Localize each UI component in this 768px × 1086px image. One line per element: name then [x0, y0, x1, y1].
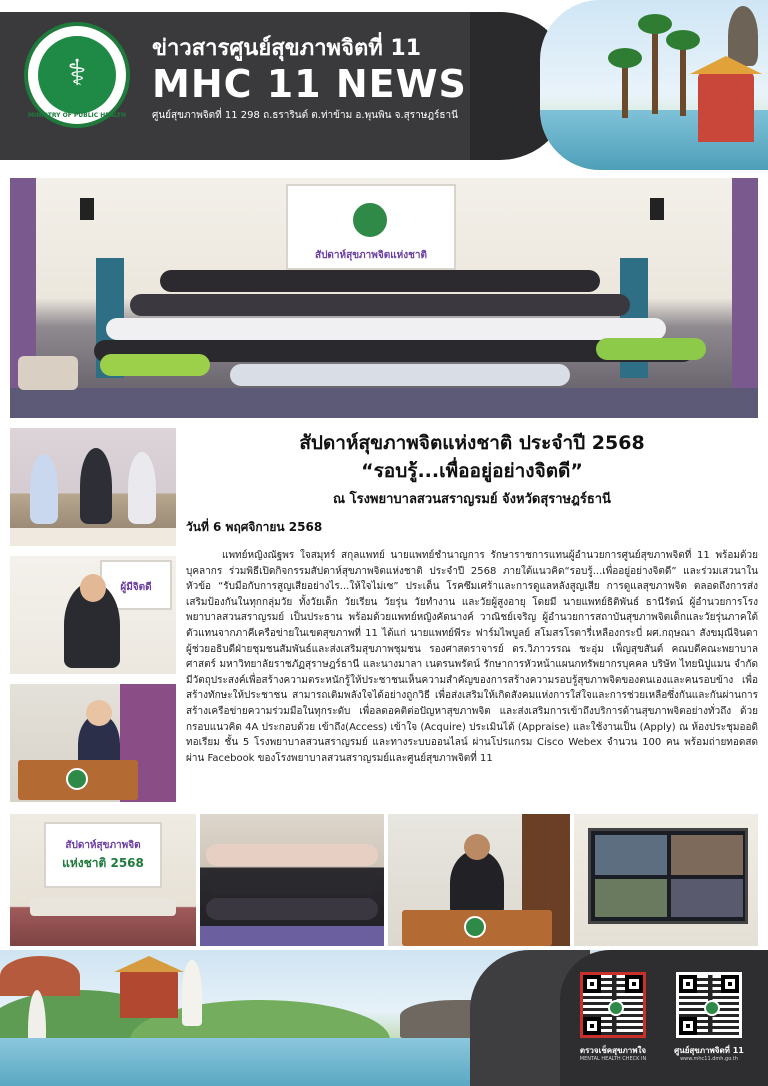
qr-logo	[608, 1000, 624, 1016]
ministry-logo	[24, 22, 130, 128]
podium-logo	[464, 916, 486, 938]
palm-tree	[680, 40, 686, 116]
screen-year: แห่งชาติ 2568	[62, 856, 144, 870]
bottom-photo-stage	[10, 814, 196, 946]
speaker-head	[86, 700, 112, 726]
stage-curtain-right	[732, 178, 758, 418]
caduceus-icon: ⚕	[67, 53, 87, 94]
qr-finder	[679, 1017, 697, 1035]
crowd-green-uniforms	[596, 338, 706, 360]
podium-logo	[66, 768, 88, 790]
podium	[402, 910, 552, 946]
bottom-photo-online	[574, 814, 758, 946]
side-photo-panel	[10, 428, 176, 546]
qr-finder	[721, 975, 739, 993]
palm-tree	[652, 24, 658, 114]
crowd-row	[206, 898, 378, 920]
palm-leaves	[608, 48, 642, 68]
side-photo-opening-speech	[10, 684, 176, 802]
qr-finder	[583, 1017, 601, 1035]
side-photo-speaker	[10, 556, 176, 674]
hero-group-photo	[10, 178, 758, 418]
palm-leaves	[666, 30, 700, 50]
video-conference-screen	[588, 828, 748, 924]
stage-floor	[10, 528, 176, 546]
crowd-row-uniforms	[106, 318, 666, 340]
crowd-row	[130, 294, 630, 316]
panel-speaker	[80, 448, 112, 524]
video-tile	[671, 879, 743, 917]
crowd-row-back	[160, 270, 600, 292]
panel-speaker	[128, 452, 156, 524]
article-date: วันที่ 6 พฤศจิกายน 2568	[186, 520, 323, 534]
video-tile	[595, 835, 667, 875]
qr2-label: ศูนย์สุขภาพจิตที่ 11	[674, 1046, 744, 1055]
speaker	[650, 198, 664, 220]
qr-finder	[625, 975, 643, 993]
qr-finder	[679, 975, 697, 993]
speaker	[80, 198, 94, 220]
qr-finder	[583, 975, 601, 993]
qr1-sublabel: MENTAL HEALTH CHECK IN	[579, 1056, 647, 1062]
logo-ring-text: MINISTRY OF PUBLIC HEALTH	[28, 112, 126, 119]
video-tile	[671, 835, 743, 875]
panel-speaker	[30, 454, 58, 524]
article-theme: “รอบรู้...เพื่ออยู่อย่างจิตดี”	[361, 460, 583, 482]
palm-leaves	[638, 14, 672, 34]
article-venue: ณ โรงพยาบาลสวนสราญรมย์ จังหวัดสุราษฎร์ธานี	[333, 492, 611, 507]
crowd-front-row	[230, 364, 570, 386]
qr-logo	[704, 1000, 720, 1016]
header-scenery	[540, 0, 768, 170]
qr2-sublabel: www.mhc11.dmh.go.th	[680, 1056, 738, 1062]
panel-table	[30, 898, 176, 916]
sofa	[18, 356, 78, 390]
article-body: แพทย์หญิงณัฐพร ใจสมุทร์ สกุลแพทย์ นายแพทย์ชำนาญการ รักษาราชการแทนผู้อำนวยการศูนย์สุขภาพจิตที่ 11 พร้อมด้วยบุคลากร ร่วมพิธีเปิดกิจกรรมสัปดาห์สุขภาพจิตแห่งชาติ ประจำปี 2568 ภายใต้แนวคิด“รอบรู้...เพื่ออยู่อย่างจิตดี” และร่วมเสวนาในหัวข้อ “รับมือกับการสูญเสียอย่างไร...ให้ใจไม่เซ” ประเด็น โรคซึมเศร้าและการดูแลหลังสูญเสีย การดูแลสุขภาพจิต ตลอดถึงการส่งเสริมป้องกันในทุกกลุ่มวัย ทั้งวัยเด็ก วัยเรียน วัยรุ่น วัยทำงาน และวัยผู้สูงอายุ โดยมี นายแพทย์ธิติพันธ์ ธานีรัตน์ ผู้อำนวยการโรงพยาบาลสวนสราญรมย์ เป็นประธาน พร้อมด้วยแพทย์หญิงคัดนางค์ วาณิชย์เจริญ ผู้อำนวยการสถาบันสุขภาพจิตเด็กและวัยรุ่นภาคใต้ ตัวแทนจากภาคีเครือข่ายในเขตสุขภาพที่ 11 ได้แก่ นายแพทย์พีระ ฟาร์มไพบูลย์ สโมสรโรตารี่เหลืองกระบี่ ผศ.กฤษณา สังขมุณีจินดา ผู้ช่วยอธิบดีฝ่ายชุมชนสัมพันธ์และส่งเสริมสุขภาพชุมชน รองศาสตราจารย์ ดร.วิภาวรรณ ชะอุ่ม เพ็ญสุขสันต์ คณบดีคณะพยาบาลศาสตร์ มหาวิทยาลัยราชภัฏสุราษฎร์ธานี และนางมาลา เนตรนพรัตน์ รักษาการหัวหน้าแผนกทรัพยากรบุคคล บริษัท ไทยนิปูแมน จำกัด มีวัตถุประสงค์เพื่อสร้างความตระหนักรู้ให้ประชาชนเห็นความสำคัญของการสร้างความรอบรู้สุขภาพจิตของตนเองและคนรอบข้าง เพื่อสร้างทักษะให้ประชาชน สามารถเติมพลังใจได้อย่างถูกวิธี เพื่อส่งเสริมให้เกิดสังคมแห่งการใส่ใจและการช่วยเหลือซึ่งกันและกันผ่านการสร้างเครือข่ายความร่วมมือในทุกระดับ เพื่อลดอคติต่อปัญหาสุขภาพจิต และส่งเสริมการเข้าถึงบริการด้านสุขภาพจิตอย่างทั่วถึง ด้วยกรอบแนวคิด 4A ประกอบด้วย เข้าถึง(Access) เข้าใจ (Acquire) ประเมินได้ (Appraise) และใช้งานเป็น (Apply) ณ ห้องประชุมออดิทอเรียม ชั้น 5 โรงพยาบาลสวนสราญรมย์ และทางระบบออนไลน์ ผ่านโปรแกรม Cisco Webex จำนวน 100 คน พร้อมถ่ายทอดสดผ่าน Facebook ของโรงพยาบาลสวนสราญรมย์และศูนย์สุขภาพจิตที่ 11	[186, 550, 758, 764]
header-thai-title: ข่าวสารศูนย์สุขภาพจิตที่ 11	[152, 36, 422, 61]
qr1-label: ตรวจเช็คสุขภาพใจ	[579, 1046, 647, 1055]
footer-banner	[0, 950, 768, 1086]
temple-illustration	[120, 970, 178, 1018]
floor-chairs	[10, 388, 758, 418]
crowd-row	[206, 872, 378, 894]
qr-code-mental-health-check[interactable]	[580, 972, 646, 1038]
screen-caption: ผู้มีจิตดี	[120, 582, 152, 593]
speaker-head	[80, 574, 106, 602]
stupa-illustration	[182, 960, 202, 1026]
podium	[18, 760, 138, 800]
bottom-photo-lecturer	[388, 814, 570, 946]
audience-chairs	[200, 926, 384, 946]
screen-logo	[350, 200, 390, 240]
projector-screen	[286, 184, 456, 270]
crowd-row	[206, 844, 378, 866]
video-tile	[595, 879, 667, 917]
speaker-head	[464, 834, 490, 860]
screen-title: สัปดาห์สุขภาพจิต	[65, 840, 141, 851]
projector-screen	[44, 822, 162, 888]
red-mountain	[0, 956, 80, 996]
bottom-photo-audience	[200, 814, 384, 946]
article-title: สัปดาห์สุขภาพจิตแห่งชาติ ประจำปี 2568	[299, 432, 645, 454]
screen-title: สัปดาห์สุขภาพจิตแห่งชาติ	[314, 250, 428, 261]
qr-code-mhc11-website[interactable]	[676, 972, 742, 1038]
temple-illustration	[698, 72, 754, 142]
header-english-title: MHC 11 NEWS	[152, 62, 467, 106]
crowd-green-uniforms	[100, 354, 210, 376]
logo-emblem	[38, 36, 116, 114]
header-banner	[0, 0, 768, 170]
header-address: ศูนย์สุขภาพจิตที่ 11 298 ถ.ธรารินต์ ต.ท่าข้าม อ.พุนพิน จ.สุราษฎร์ธานี	[152, 110, 458, 121]
